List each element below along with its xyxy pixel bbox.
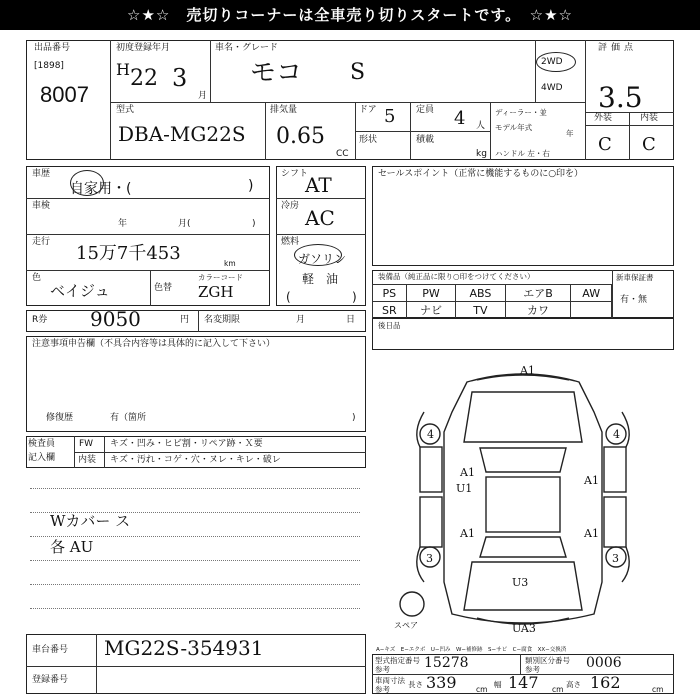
displacement-unit: CC: [336, 149, 349, 159]
banner: ☆★☆ 売切りコーナーは全車売り切りスタートです。 ☆★☆: [0, 0, 700, 30]
reg-date-month-unit: 月: [198, 91, 208, 101]
load-label: 積載: [416, 135, 435, 145]
diagram-legend: A−キズ E−エクボ U−凹み W−補修跡 S−サビ C−腐食 XX−交換済: [376, 647, 567, 653]
equip-sr: SR: [373, 302, 407, 319]
recycle-frame: [26, 307, 366, 332]
equipment-table: [372, 284, 612, 319]
mark-left-rear: A1: [460, 527, 475, 540]
load-unit: kg: [476, 149, 487, 159]
sales-point-frame: [372, 166, 674, 266]
notes-frame: [26, 336, 366, 432]
evaluation-label: 評価点: [598, 43, 638, 53]
mark-left-tire: 3: [426, 552, 433, 565]
type-label: 型式指定番号: [375, 656, 420, 665]
fuel-gasoline: ガソリン: [298, 252, 347, 266]
inspector-fw-text: キズ・凹み・ヒビ割・リペア跡・Ｘ要: [110, 439, 263, 449]
repair-value: 有（箇所: [110, 413, 147, 423]
registration-label: 登録番号: [32, 675, 69, 685]
reg-date-year: 22: [130, 66, 158, 91]
equip-airbag: エアB: [505, 285, 571, 302]
drive-4wd: 4WD: [541, 83, 563, 93]
warranty-label: 新車保証書: [616, 273, 654, 282]
equip-tv: TV: [456, 302, 505, 319]
repair-close: ): [352, 413, 356, 423]
deadline-label: 名変期限: [204, 315, 241, 325]
lot-number: 8007: [40, 82, 89, 107]
fuel-close: ): [352, 290, 357, 304]
inspector-label-1: 検査員: [28, 439, 56, 449]
aircon-value: AC: [305, 206, 335, 230]
chassis-label: 車台番号: [32, 645, 69, 655]
exterior-label: 外装: [594, 113, 613, 123]
inspection-month: 月(: [178, 219, 191, 229]
height-unit: cm: [652, 685, 664, 694]
history-close: ): [248, 178, 254, 194]
evaluation-score: 3.5: [598, 81, 643, 114]
equip-pw: PW: [406, 285, 456, 302]
dims-label: 車両寸法: [375, 676, 405, 685]
after-items-label: 後日品: [378, 321, 401, 330]
capacity-unit: 人: [476, 121, 486, 131]
equip-navi: ナビ: [406, 302, 456, 319]
displacement-label: 排気量: [270, 105, 298, 115]
repair-label: 修復歴: [46, 413, 74, 423]
width-value: 147: [508, 673, 539, 692]
lot-label: 出品番号: [34, 43, 71, 53]
aircon-label: 冷房: [281, 201, 300, 211]
chassis-value: MG22S-354931: [104, 636, 264, 660]
model-year-unit: 年: [566, 129, 574, 138]
color-label: 色: [32, 273, 42, 283]
recycle-unit: 円: [180, 315, 190, 325]
inspection-close: ): [252, 219, 256, 229]
recycle-value: 9050: [90, 307, 141, 331]
spare-label: スペア: [394, 621, 418, 630]
equip-leather: カワ: [505, 302, 571, 319]
after-items-frame: [372, 318, 674, 350]
length-value: 339: [426, 673, 457, 692]
mark-left-front-u: U1: [456, 482, 473, 495]
shift-label: シフト: [281, 169, 309, 179]
reg-date-month: 3: [172, 64, 188, 92]
interior-grade: C: [642, 134, 656, 155]
fuel-circle: [294, 244, 342, 266]
deadline-month: 月: [296, 315, 306, 325]
inspection-label: 車検: [32, 201, 51, 211]
height-value: 162: [590, 673, 621, 692]
model-year-label: モデル年式: [495, 123, 533, 132]
fuel-open: (: [286, 290, 291, 304]
mark-rear-hatch: U3: [512, 576, 529, 589]
model-value: DBA-MG22S: [118, 122, 246, 146]
height-label: 高さ: [566, 680, 581, 689]
car-grade: S: [350, 60, 366, 85]
doors-value: 5: [384, 106, 396, 127]
capacity-label: 定員: [416, 105, 435, 115]
shift-value: AT: [305, 173, 332, 197]
fuel-diesel: 軽 油: [302, 272, 339, 286]
reg-date-label: 初度登録年月: [116, 43, 171, 53]
inspector-int-text: キズ・汚れ・コゲ・穴・ヌレ・キレ・破レ: [110, 455, 281, 465]
equip-ps: PS: [373, 285, 407, 302]
remark-2: 各 AU: [50, 538, 94, 556]
deadline-day: 日: [346, 315, 356, 325]
car-name: モコ: [250, 58, 303, 88]
inspector-int-label: 内装: [78, 455, 97, 465]
width-unit: cm: [552, 685, 564, 694]
length-unit: cm: [476, 685, 488, 694]
history-label: 車歴: [32, 169, 51, 179]
mileage-value: 15万7千453: [76, 243, 181, 264]
type-ref: 参考: [375, 665, 390, 674]
notes-label: 注意事項申告欄（不具合内容等は具体的に記入して下さい）: [32, 339, 276, 349]
history-circle: [70, 170, 104, 196]
recycle-label: R券: [32, 315, 48, 325]
drive-2wd: 2WD: [541, 57, 563, 67]
dealer-label: ディーラー・並: [495, 108, 547, 117]
reg-date-era: H: [116, 60, 130, 79]
equip-empty: [571, 302, 612, 319]
history-value: 自家用・(: [70, 181, 132, 197]
mark-right-rear: A1: [584, 527, 599, 540]
shape-label: 形状: [359, 135, 378, 145]
car-name-label: 車名・グレード: [215, 43, 279, 53]
class-label: 類別区分番号: [525, 656, 570, 665]
sales-point-label: セールスポイント（正常に機能するものに○印を）: [378, 169, 584, 179]
class-ref: 参考: [525, 665, 540, 674]
lot-code: [1898]: [34, 61, 64, 71]
dims-ref: 参考: [375, 685, 390, 694]
mark-front-bumper: A1: [520, 364, 535, 377]
interior-label: 内装: [640, 113, 659, 123]
capacity-value: 4: [454, 108, 466, 129]
color-code-label: カラーコード: [198, 273, 243, 282]
mark-left-front: A1: [460, 466, 475, 479]
mark-right-front: A1: [584, 474, 599, 487]
mark-rear-bumper: UA3: [512, 622, 536, 635]
mark-right-front-tire: 4: [613, 428, 620, 441]
mark-left-front-tire: 4: [427, 428, 434, 441]
inspector-label-2: 記入欄: [28, 453, 56, 463]
class-value: 0006: [586, 655, 622, 671]
mileage-label: 走行: [32, 237, 51, 247]
damage-diagram: [372, 352, 674, 640]
mileage-unit: km: [224, 259, 236, 268]
color-code: ZGH: [198, 283, 234, 301]
exterior-grade: C: [598, 134, 612, 155]
remark-1: Wカバー ス: [50, 512, 131, 530]
drive-circle: [536, 52, 576, 72]
displacement-value: 0.65: [276, 124, 325, 149]
equip-aw: AW: [571, 285, 612, 302]
type-value: 15278: [424, 655, 469, 671]
equipment-label: 装備品（純正品に限り○印をつけてください）: [378, 272, 535, 281]
color-value: ベイジュ: [50, 282, 110, 300]
mark-right-tire: 3: [612, 552, 619, 565]
warranty-value: 有・無: [620, 295, 648, 305]
inspection-year: 年: [118, 219, 128, 229]
fuel-label: 燃料: [281, 237, 300, 247]
inspector-fw-label: FW: [79, 439, 94, 449]
handle-label: ハンドル 左・右: [495, 149, 550, 158]
repaint-label: 色替: [154, 283, 173, 293]
length-label: 長さ: [408, 680, 423, 689]
damage-marks: [394, 364, 620, 635]
doors-label: ドア: [359, 105, 377, 115]
width-label: 幅: [494, 680, 502, 689]
equip-abs: ABS: [456, 285, 505, 302]
model-label: 型式: [116, 105, 135, 115]
